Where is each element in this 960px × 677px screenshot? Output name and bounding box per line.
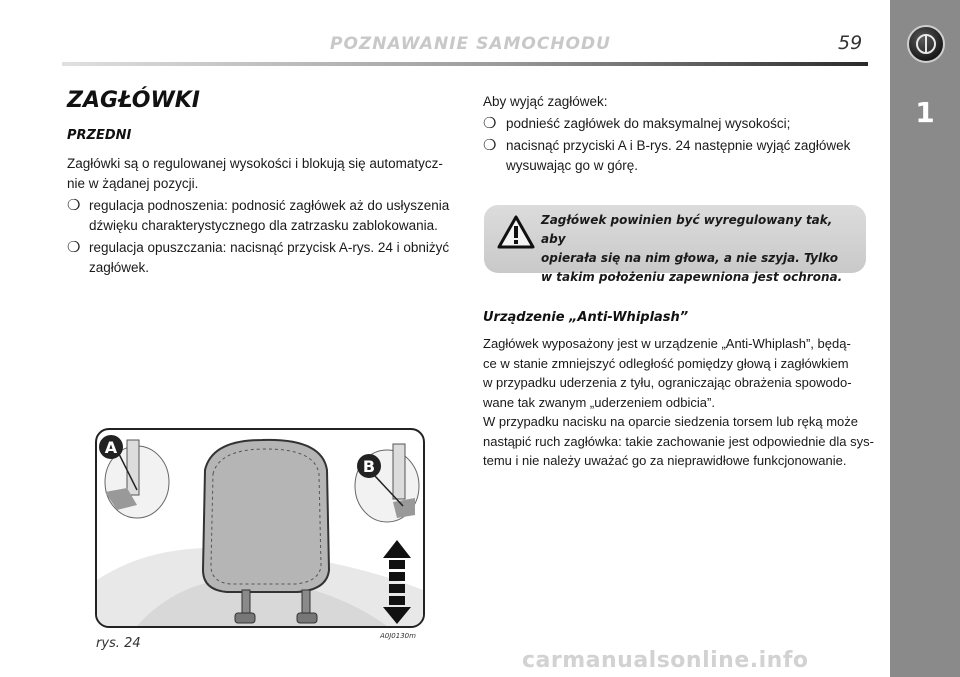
running-header-title: POZNAWANIE SAMOCHODU [330,34,611,54]
bullet-icon: ❍ [483,137,497,154]
warning-line: opierała się na nim głowa, a nie szyja. Tylko [541,251,838,265]
bullet-line: nacisnąć przyciski A i B-rys. 24 następnie wyjąć zagłówek [506,138,851,153]
section-heading: ZAGŁÓWKI [67,88,200,113]
bullet-line: wysuwając go w górę. [506,158,639,173]
headrest-illustration [97,430,423,626]
paragraph-line: Zagłówek wyposażony jest w urządzenie „Anti-Whiplash”, będą- [483,336,851,351]
warning-text [541,211,859,287]
intro-line: nie w żądanej pozycji. [67,176,199,191]
header-rule [62,62,868,66]
figure-caption: rys. 24 [96,636,141,651]
figure-code: A0J0130m [380,632,416,640]
bullet-icon: ❍ [67,239,81,256]
subsection-heading: PRZEDNI [67,128,132,143]
bullet-line: regulacja opuszczania: nacisnąć przycisk A-rys. 24 i obniżyć [89,240,450,255]
watermark: carmanualsonline.info [522,648,809,673]
paragraph-line: W przypadku nacisku na oparcie siedzenia torsem lub ręką może [483,414,859,429]
anti-whiplash-paragraph [483,334,874,471]
warning-line: w takim położeniu zapewniona jest ochrona. [541,270,843,284]
paragraph-line: nastąpić ruch zagłówka: takie zachowanie jest odpowiednie dla sys- [483,433,874,449]
figure-label-b: B [362,457,376,476]
bullet-line: regulacja podnoszenia: podnosić zagłówek aż do usłyszenia [89,198,450,213]
headrest-figure [95,428,425,628]
paragraph-line: w przypadku uderzenia z tyłu, ograniczając obrażenia spowodo- [483,375,852,390]
paragraph-line: temu i nie należy uważać go za nieprawidłowe funkcjonowanie. [483,453,847,468]
warning-line: Zagłówek powinien być wyregulowany tak, aby [541,213,833,246]
bullet-icon: ❍ [67,197,81,214]
brand-logo-icon [907,25,945,63]
bullet-line: zagłówek. [89,260,150,275]
chapter-number: 1 [915,96,935,129]
intro-line: Zagłówki są o regulowanej wysokości i blokują się automatycz- [67,156,443,171]
removal-intro: Aby wyjąć zagłówek: [483,94,608,109]
warning-triangle-icon [497,215,535,249]
bullet-line: dźwięku charakterystycznego dla zatrzasku zablokowania. [89,218,438,233]
anti-whiplash-heading: Urządzenie „Anti-Whiplash” [483,310,689,325]
paragraph-line: ce w stanie zmniejszyć odległość pomiędzy głową i zagłówkiem [483,355,849,371]
bullet-line: podnieść zagłówek do maksymalnej wysokości; [506,116,791,131]
page-number: 59 [838,32,863,54]
figure-label-a: A [104,438,118,457]
bullet-icon: ❍ [483,115,497,132]
paragraph-line: wane tak zwanym „uderzeniem odbicia”. [483,394,715,410]
